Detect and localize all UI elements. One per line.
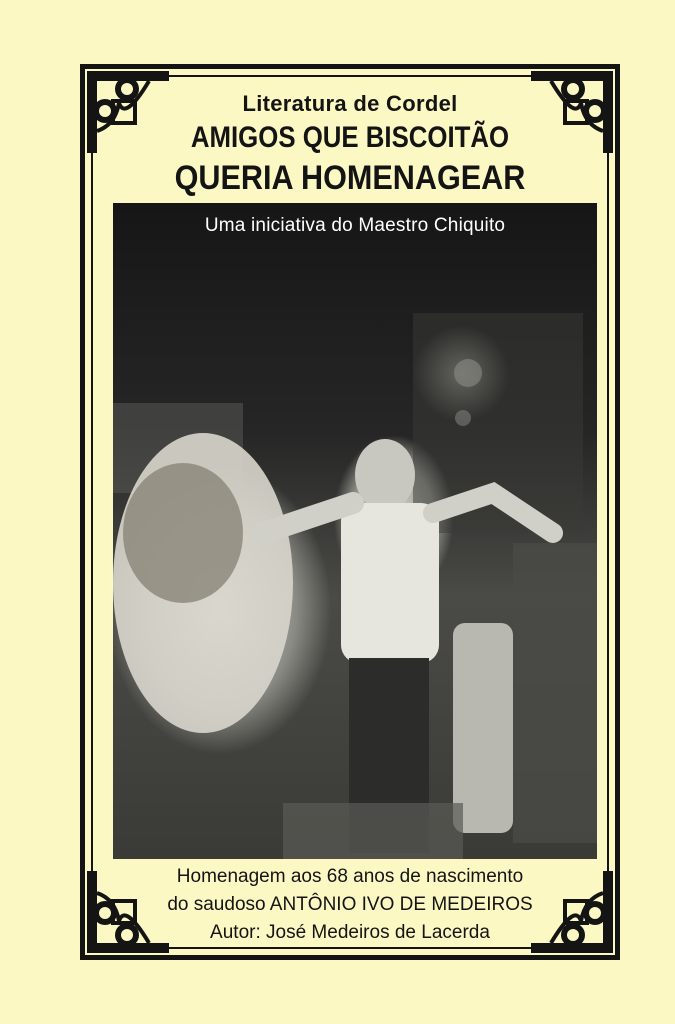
photo-scene (113, 203, 597, 859)
photo-caption: Uma iniciativa do Maestro Chiquito (204, 215, 506, 236)
title-line-2: QUERIA HOMENAGEAR (174, 159, 526, 197)
author-line: Autor: José Medeiros de Lacerda (210, 922, 490, 943)
cover-photo (113, 203, 597, 859)
genre-label: Literatura de Cordel (242, 91, 458, 116)
honoree-line: do saudoso ANTÔNIO IVO DE MEDEIROS (167, 894, 533, 915)
cordel-cover (80, 64, 620, 960)
title-line-1: AMIGOS QUE BISCOITÃO (190, 121, 510, 154)
tribute-line: Homenagem aos 68 anos de nascimento (176, 866, 524, 887)
